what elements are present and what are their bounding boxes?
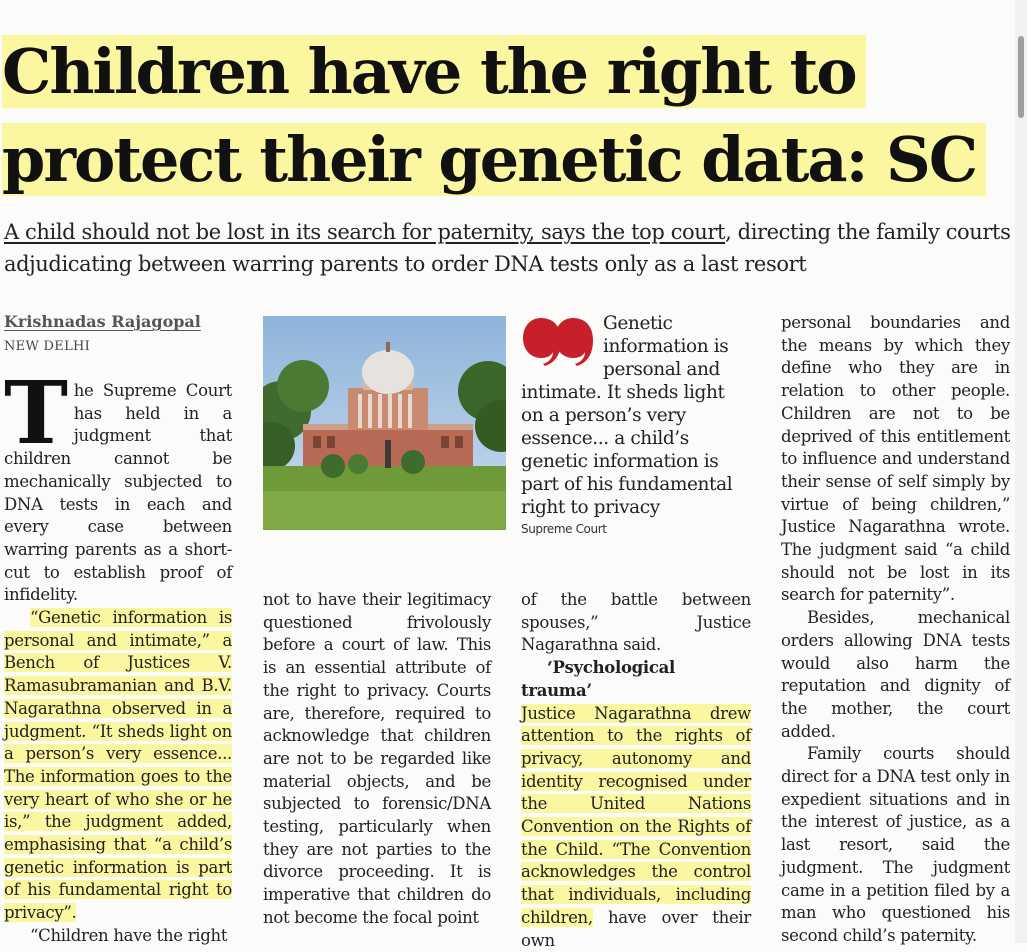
article-paragraph: not to have their legitimacy questioned frivolously before a court of law. This is an essential attribute of the right to privacy. Courts are, therefore, required to acknowledge that children are not to be regarded like material objects, and be subjected to forensic/DNA testing, particularly when they are not parties to the divorce proceeding. It is imperative that children do not become the focal point bbox=[263, 590, 491, 927]
supreme-court-photo bbox=[263, 316, 506, 530]
scrollbar-thumb[interactable] bbox=[1018, 36, 1024, 118]
article-paragraph: “Genetic information is personal and intimate,” a Bench of Justices V. Ramasubramanian and B.V. Nagarathna observed in a judgment. “It sheds light on a person’s very essence... The information goes to the very heart of who she or he is,” the judgment added, emphasising that “a child’s genetic information is part of his fundamental right to privacy”. bbox=[4, 608, 232, 923]
drop-cap: T bbox=[4, 363, 68, 464]
article-paragraph: Family courts should direct for a DNA test only in expedient situations and in the interest of justice, as a last resort, said the judgment. The judgment came in a petition filed by a man who questioned his second child’s paternity. bbox=[781, 744, 1010, 945]
headline bbox=[2, 28, 1012, 204]
headline-line-2: protect their genetic data: SC bbox=[2, 123, 986, 196]
subheadline-rest: , directing the family courts adjudicating between warring parents to order DNA tests only as a last resort bbox=[4, 220, 1011, 276]
subheadline-underlined: A child should not be lost in its search for paternity, says the top court bbox=[4, 220, 726, 244]
article-paragraph: personal boundaries and the means by which they define who they are in relation to other people. Children are not to be deprived of this entitlement to influence and understand their sense of self simply by virtue of being children,” Justice Nagarathna wrote. The judgment said “a child should not be lost in its search for paternity”. bbox=[781, 313, 1010, 605]
article-column-3 bbox=[521, 589, 751, 952]
article-column-4 bbox=[781, 312, 1010, 948]
subheadline bbox=[4, 216, 1014, 280]
headline-line-1: Children have the right to bbox=[2, 35, 866, 108]
vertical-scrollbar[interactable] bbox=[1015, 0, 1027, 943]
section-subheading: ‘Psychological trauma’ bbox=[521, 658, 675, 700]
byline-author: Krishnadas Rajagopal bbox=[4, 312, 201, 331]
article-paragraph: The Supreme Court has held in a judgment that children cannot be mechanically subjected to DNA tests in each and every case between warring parents as a short-cut to establish proof of infidelity. bbox=[4, 363, 232, 605]
article-paragraph: of the battle between spouses,” Justice Nagarathna said. bbox=[521, 590, 751, 655]
supreme-court-building-icon bbox=[263, 316, 506, 530]
article-paragraph: Besides, mechanical orders allowing DNA tests would also harm the reputation and dignity of the mother, the court added. bbox=[781, 608, 1010, 741]
article-column-2 bbox=[263, 589, 491, 930]
article-paragraph: “Children have the right bbox=[30, 925, 228, 945]
pull-quote-attribution: Supreme Court bbox=[521, 522, 607, 536]
article-paragraph: Justice Nagarathna drew attention to the rights of privacy, autonomy and identity recognised under the United Nations Convention on the Rights of the Child. “The Convention acknowledges the control that individuals, including children, have over their own bbox=[521, 703, 751, 950]
dateline: NEW DELHI bbox=[4, 339, 91, 354]
pull-quote bbox=[521, 312, 751, 537]
pull-quote-text: Genetic information is personal and intimate. It sheds light on a person’s very essence... a child’s genetic information is part of his fundamental right to privacy bbox=[521, 313, 733, 518]
article-column-1 bbox=[4, 363, 232, 948]
quote-mark-icon bbox=[521, 316, 593, 366]
